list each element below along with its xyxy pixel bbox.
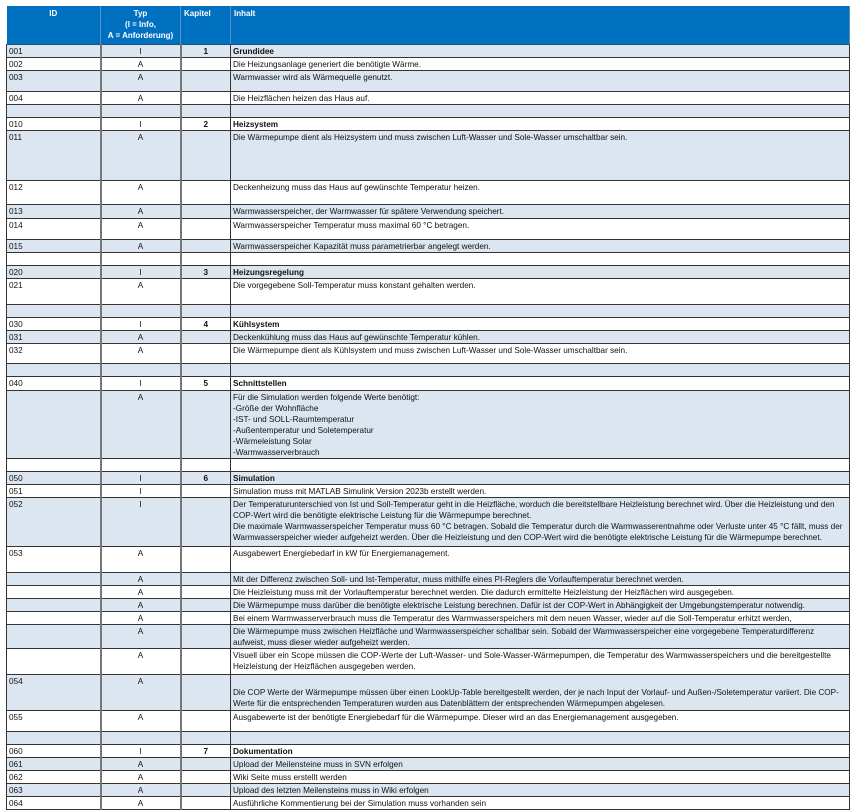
cell-kapitel: 1 bbox=[181, 45, 231, 58]
cell-id: 021 bbox=[7, 279, 101, 305]
cell-typ bbox=[101, 105, 181, 118]
chapter-row bbox=[7, 45, 850, 58]
cell-typ: A bbox=[101, 240, 181, 253]
spacer-row bbox=[7, 305, 850, 318]
cell-inhalt: Ausgabewert Energiebedarf in kW für Energiemanagement. bbox=[231, 547, 850, 573]
cell-typ bbox=[101, 253, 181, 266]
cell-id bbox=[7, 391, 101, 459]
table-row bbox=[7, 758, 850, 771]
cell-id bbox=[7, 625, 101, 649]
cell-kapitel bbox=[181, 784, 231, 797]
cell-inhalt: Die Wärmepumpe muss zwischen Heizfläche und Warmwasserspeicher schaltbar sein. Sobald der Warmwasserspeicher eine vorgegebene Temperaturdifferenz aufweist, muss dieser wieder aufgeheizt werden. bbox=[231, 625, 850, 649]
cell-id bbox=[7, 364, 101, 377]
cell-inhalt: Bei einem Warmwasserverbrauch muss die Temperatur des Warmwasserspeichers mit dem neuen Wasser, wieder auf die Soll-Temperatur erhitzt werden, bbox=[231, 612, 850, 625]
cell-kapitel bbox=[181, 612, 231, 625]
cell-id: 061 bbox=[7, 758, 101, 771]
cell-id: 064 bbox=[7, 797, 101, 810]
table-row bbox=[7, 131, 850, 181]
cell-typ: I bbox=[101, 318, 181, 331]
cell-inhalt: Der Temperaturunterschied von Ist und Soll-Temperatur geht in die Heizfläche, worduch die bereitstellbare Heizleistung berechnet wird. Über die Heizleistung und den COP-Wert wird die benötigte elektrische Leistung für die Wärmepumpe berechnet. Die maximale Warmwasserspeicher Temperatur muss 60 °C betragen. Sobald die Temperatur durch die Warmwasserentnahme oder Verluste unter 45 °C fällt, muss der Warmwasserspeicher wieder aufgeheizt werden. Über die Heizleistung und den COP-Wert wird die benötigte elektrische Leistung für die Wärmepumpe berechnet. bbox=[231, 498, 850, 547]
cell-kapitel bbox=[181, 364, 231, 377]
cell-typ: A bbox=[101, 711, 181, 732]
header-typ: Typ (I = Info, A = Anforderung) bbox=[101, 6, 181, 45]
cell-id bbox=[7, 253, 101, 266]
header-inhalt: Inhalt bbox=[231, 6, 850, 45]
cell-kapitel bbox=[181, 586, 231, 599]
table-row bbox=[7, 205, 850, 219]
cell-inhalt: Ausführliche Kommentierung bei der Simulation muss vorhanden sein bbox=[231, 797, 850, 810]
cell-kapitel: 6 bbox=[181, 472, 231, 485]
table-row bbox=[7, 331, 850, 344]
cell-inhalt bbox=[231, 105, 850, 118]
cell-typ: A bbox=[101, 92, 181, 105]
table-row bbox=[7, 573, 850, 586]
cell-typ: I bbox=[101, 485, 181, 498]
requirements-table bbox=[6, 6, 850, 810]
table-row bbox=[7, 279, 850, 305]
table-row bbox=[7, 784, 850, 797]
cell-inhalt: Upload der Meilensteine muss in SVN erfolgen bbox=[231, 758, 850, 771]
cell-inhalt bbox=[231, 459, 850, 472]
table-row bbox=[7, 586, 850, 599]
spacer-row bbox=[7, 253, 850, 266]
cell-inhalt: Dokumentation bbox=[231, 745, 850, 758]
table-row bbox=[7, 612, 850, 625]
cell-typ bbox=[101, 732, 181, 745]
cell-id bbox=[7, 586, 101, 599]
cell-inhalt: Simulation muss mit MATLAB Simulink Version 2023b erstellt werden. bbox=[231, 485, 850, 498]
table-row bbox=[7, 344, 850, 364]
cell-inhalt: Die COP Werte der Wärmepumpe müssen über einen LookUp-Table bereitgestellt werden, der je nach Input der Vorlauf- und Außen-/Soletemperatur variiert. Die COP-Werte für die entsprechenden Temperaturen wurden aus Datenblättern der entsprechenden Wärmepumpen abgelesen. bbox=[231, 675, 850, 711]
cell-id: 001 bbox=[7, 45, 101, 58]
cell-inhalt: Deckenheizung muss das Haus auf gewünschte Temperatur heizen. bbox=[231, 181, 850, 205]
cell-typ: I bbox=[101, 377, 181, 391]
table-row bbox=[7, 625, 850, 649]
table-header bbox=[7, 6, 850, 45]
cell-id: 050 bbox=[7, 472, 101, 485]
table-body bbox=[7, 45, 850, 810]
cell-kapitel: 3 bbox=[181, 266, 231, 279]
cell-id: 020 bbox=[7, 266, 101, 279]
cell-kapitel bbox=[181, 344, 231, 364]
cell-kapitel: 5 bbox=[181, 377, 231, 391]
cell-inhalt: Die vorgegebene Soll-Temperatur muss konstant gehalten werden. bbox=[231, 279, 850, 305]
chapter-row bbox=[7, 118, 850, 131]
table-row bbox=[7, 485, 850, 498]
cell-inhalt: Die Wärmepumpe dient als Heizsystem und muss zwischen Luft-Wasser und Sole-Wasser umschaltbar sein. bbox=[231, 131, 850, 181]
cell-inhalt: Heizsystem bbox=[231, 118, 850, 131]
table-row bbox=[7, 711, 850, 732]
cell-id: 011 bbox=[7, 131, 101, 181]
cell-kapitel bbox=[181, 625, 231, 649]
cell-typ: A bbox=[101, 547, 181, 573]
cell-inhalt: Simulation bbox=[231, 472, 850, 485]
cell-id: 053 bbox=[7, 547, 101, 573]
header-kapitel: Kapitel bbox=[181, 6, 231, 45]
cell-inhalt: Warmwasserspeicher, der Warmwasser für spätere Verwendung speichert. bbox=[231, 205, 850, 219]
cell-typ: A bbox=[101, 675, 181, 711]
cell-typ bbox=[101, 305, 181, 318]
cell-typ: A bbox=[101, 771, 181, 784]
cell-inhalt: Upload des letzten Meilensteins muss in Wiki erfolgen bbox=[231, 784, 850, 797]
cell-inhalt: Deckenkühlung muss das Haus auf gewünschte Temperatur kühlen. bbox=[231, 331, 850, 344]
cell-typ: A bbox=[101, 391, 181, 459]
cell-inhalt: Die Heizflächen heizen das Haus auf. bbox=[231, 92, 850, 105]
cell-inhalt: Für die Simulation werden folgende Werte benötigt: -Größe der Wohnfläche -IST- und SOLL-Raumtemperatur -Außentemperatur und Soletemperatur -Wärmeleistung Solar -Warmwasserverbrauch bbox=[231, 391, 850, 459]
chapter-row bbox=[7, 472, 850, 485]
cell-typ: I bbox=[101, 45, 181, 58]
table-row bbox=[7, 547, 850, 573]
cell-inhalt: Die Heizleistung muss mit der Vorlauftemperatur berechnet werden. Die dadurch ermittelte Heizleistung der Heizflächen wird ausgegeben. bbox=[231, 586, 850, 599]
cell-id: 052 bbox=[7, 498, 101, 547]
cell-typ: A bbox=[101, 205, 181, 219]
table-row bbox=[7, 92, 850, 105]
cell-id: 004 bbox=[7, 92, 101, 105]
table-row bbox=[7, 498, 850, 547]
chapter-row bbox=[7, 745, 850, 758]
cell-inhalt bbox=[231, 732, 850, 745]
cell-id bbox=[7, 305, 101, 318]
cell-typ: I bbox=[101, 266, 181, 279]
cell-typ: I bbox=[101, 498, 181, 547]
cell-typ: A bbox=[101, 586, 181, 599]
cell-kapitel bbox=[181, 797, 231, 810]
cell-inhalt: Warmwasserspeicher Kapazität muss parametrierbar angelegt werden. bbox=[231, 240, 850, 253]
table-row bbox=[7, 219, 850, 240]
cell-typ: A bbox=[101, 784, 181, 797]
cell-id: 054 bbox=[7, 675, 101, 711]
cell-id: 055 bbox=[7, 711, 101, 732]
cell-typ: A bbox=[101, 58, 181, 71]
cell-id: 032 bbox=[7, 344, 101, 364]
cell-kapitel bbox=[181, 758, 231, 771]
cell-kapitel bbox=[181, 105, 231, 118]
cell-inhalt: Schnittstellen bbox=[231, 377, 850, 391]
cell-typ bbox=[101, 459, 181, 472]
cell-typ: A bbox=[101, 649, 181, 675]
cell-inhalt: Die Wärmepumpe dient als Kühlsystem und muss zwischen Luft-Wasser und Sole-Wasser umschaltbar sein. bbox=[231, 344, 850, 364]
cell-typ: A bbox=[101, 181, 181, 205]
cell-inhalt bbox=[231, 364, 850, 377]
cell-inhalt: Grundidee bbox=[231, 45, 850, 58]
cell-typ: A bbox=[101, 612, 181, 625]
chapter-row bbox=[7, 318, 850, 331]
cell-kapitel: 4 bbox=[181, 318, 231, 331]
spacer-row bbox=[7, 459, 850, 472]
cell-id bbox=[7, 573, 101, 586]
cell-inhalt: Mit der Differenz zwischen Soll- und Ist-Temperatur, muss mithilfe eines PI-Reglers die Vorlauftemperatur berechnet werden. bbox=[231, 573, 850, 586]
table-row bbox=[7, 771, 850, 784]
cell-kapitel bbox=[181, 459, 231, 472]
cell-id: 062 bbox=[7, 771, 101, 784]
cell-id: 051 bbox=[7, 485, 101, 498]
cell-id: 010 bbox=[7, 118, 101, 131]
cell-inhalt: Warmwasser wird als Wärmequelle genutzt. bbox=[231, 71, 850, 92]
table-row bbox=[7, 240, 850, 253]
cell-kapitel bbox=[181, 219, 231, 240]
cell-inhalt: Ausgabewerte ist der benötigte Energiebedarf für die Wärmepumpe. Dieser wird an das Energiemanagement ausgegeben. bbox=[231, 711, 850, 732]
cell-kapitel bbox=[181, 253, 231, 266]
cell-kapitel bbox=[181, 675, 231, 711]
cell-kapitel bbox=[181, 305, 231, 318]
cell-id: 002 bbox=[7, 58, 101, 71]
cell-inhalt: Kühlsystem bbox=[231, 318, 850, 331]
cell-id bbox=[7, 732, 101, 745]
cell-typ: A bbox=[101, 71, 181, 92]
cell-kapitel bbox=[181, 649, 231, 675]
chapter-row bbox=[7, 266, 850, 279]
cell-id: 003 bbox=[7, 71, 101, 92]
cell-typ: A bbox=[101, 131, 181, 181]
table-row bbox=[7, 71, 850, 92]
table-row bbox=[7, 797, 850, 810]
cell-kapitel bbox=[181, 279, 231, 305]
cell-kapitel bbox=[181, 599, 231, 612]
cell-typ: A bbox=[101, 797, 181, 810]
spacer-row bbox=[7, 364, 850, 377]
chapter-row bbox=[7, 377, 850, 391]
cell-inhalt: Warmwasserspeicher Temperatur muss maximal 60 °C betragen. bbox=[231, 219, 850, 240]
cell-kapitel bbox=[181, 573, 231, 586]
cell-id: 030 bbox=[7, 318, 101, 331]
cell-id: 060 bbox=[7, 745, 101, 758]
cell-kapitel: 7 bbox=[181, 745, 231, 758]
table-row bbox=[7, 58, 850, 71]
cell-typ: A bbox=[101, 573, 181, 586]
table-row bbox=[7, 599, 850, 612]
cell-kapitel bbox=[181, 331, 231, 344]
cell-kapitel bbox=[181, 498, 231, 547]
cell-id: 014 bbox=[7, 219, 101, 240]
table-row bbox=[7, 675, 850, 711]
cell-id: 063 bbox=[7, 784, 101, 797]
cell-typ: A bbox=[101, 219, 181, 240]
cell-id bbox=[7, 599, 101, 612]
cell-kapitel bbox=[181, 771, 231, 784]
cell-kapitel bbox=[181, 240, 231, 253]
cell-typ: A bbox=[101, 625, 181, 649]
cell-typ: A bbox=[101, 599, 181, 612]
cell-typ: I bbox=[101, 118, 181, 131]
cell-inhalt: Wiki Seite muss erstellt werden bbox=[231, 771, 850, 784]
table-row bbox=[7, 181, 850, 205]
cell-inhalt: Visuell über ein Scope müssen die COP-Werte der Luft-Wasser- und Sole-Wasser-Wärmepumpen, die Temperatur des Warmwasserspeichers und die bereitgestellte Heizleistung der Heizflächen ausgegeben werden. bbox=[231, 649, 850, 675]
cell-inhalt: Die Heizungsanlage generiert die benötigte Wärme. bbox=[231, 58, 850, 71]
cell-kapitel: 2 bbox=[181, 118, 231, 131]
cell-typ: I bbox=[101, 472, 181, 485]
cell-kapitel bbox=[181, 131, 231, 181]
cell-id: 031 bbox=[7, 331, 101, 344]
cell-id bbox=[7, 612, 101, 625]
cell-kapitel bbox=[181, 71, 231, 92]
cell-inhalt: Die Wärmepumpe muss darüber die benötigte elektrische Leistung berechnen. Dafür ist der COP-Wert in Abhängigkeit der Umgebungstemperatur notwendig. bbox=[231, 599, 850, 612]
cell-id: 040 bbox=[7, 377, 101, 391]
cell-typ: I bbox=[101, 745, 181, 758]
cell-kapitel bbox=[181, 391, 231, 459]
cell-typ: A bbox=[101, 758, 181, 771]
cell-typ: A bbox=[101, 279, 181, 305]
cell-id bbox=[7, 649, 101, 675]
cell-kapitel bbox=[181, 92, 231, 105]
cell-typ: A bbox=[101, 344, 181, 364]
cell-typ bbox=[101, 364, 181, 377]
cell-kapitel bbox=[181, 58, 231, 71]
cell-kapitel bbox=[181, 181, 231, 205]
cell-typ: A bbox=[101, 331, 181, 344]
cell-id: 013 bbox=[7, 205, 101, 219]
table-row bbox=[7, 649, 850, 675]
cell-kapitel bbox=[181, 732, 231, 745]
cell-inhalt bbox=[231, 305, 850, 318]
spacer-row bbox=[7, 105, 850, 118]
header-id: ID bbox=[7, 6, 101, 45]
cell-id: 012 bbox=[7, 181, 101, 205]
cell-inhalt bbox=[231, 253, 850, 266]
table-row bbox=[7, 391, 850, 459]
cell-kapitel bbox=[181, 547, 231, 573]
cell-kapitel bbox=[181, 205, 231, 219]
cell-id bbox=[7, 459, 101, 472]
cell-kapitel bbox=[181, 485, 231, 498]
spacer-row bbox=[7, 732, 850, 745]
cell-id bbox=[7, 105, 101, 118]
cell-id: 015 bbox=[7, 240, 101, 253]
cell-inhalt: Heizungsregelung bbox=[231, 266, 850, 279]
cell-kapitel bbox=[181, 711, 231, 732]
